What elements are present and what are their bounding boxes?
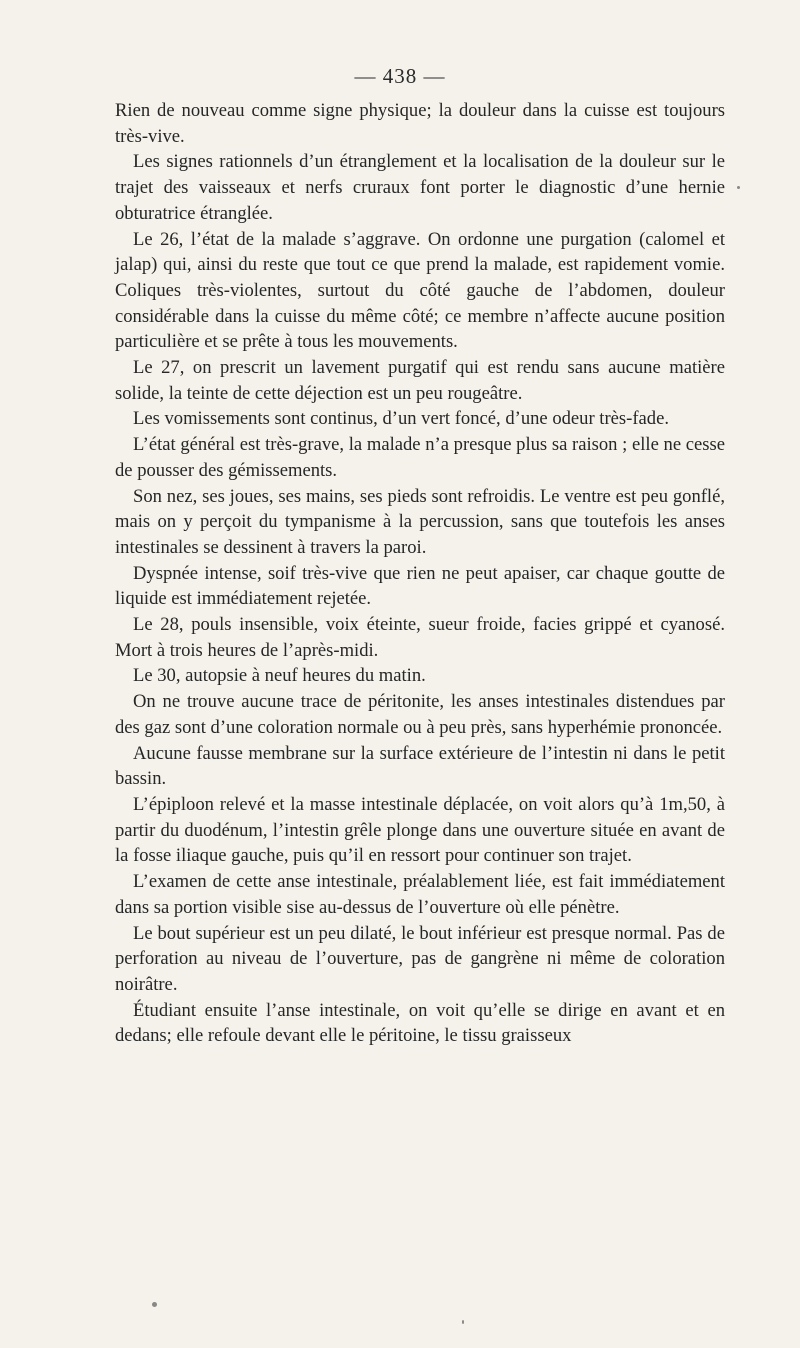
paragraph: Rien de nouveau comme signe physique; la douleur dans la cuisse est toujours très-vive. bbox=[115, 100, 725, 147]
paragraph: Aucune fausse membrane sur la surface extérieure de l’intestin ni dans le petit bassin. bbox=[115, 742, 725, 790]
paragraph: L’épiploon relevé et la masse intestinale déplacée, on voit alors qu’à 1m,50, à partir du duodénum, l’intestin grêle plonge dans une ouverture située en avant de la fosse iliaque gauche, puis qu’il en ressort pour continuer son trajet. bbox=[115, 793, 725, 867]
paragraph: Les vomissements sont continus, d’un vert foncé, d’une odeur très-fade. bbox=[133, 408, 669, 430]
print-speck bbox=[737, 186, 740, 189]
page-number: — 438 — bbox=[354, 64, 446, 88]
paragraph: On ne trouve aucune trace de péritonite, les anses intestinales distendues par des gaz sont d’une coloration normale ou à peu près, sans hyperhémie prononcée. bbox=[115, 691, 725, 738]
paragraph: Son nez, ses joues, ses mains, ses pieds sont refroidis. Le ventre est peu gonflé, mais on y perçoit du tympanisme à la percussion, sans que toutefois les anses intestinales se dessinent à travers la paroi. bbox=[115, 485, 725, 558]
paragraph: Étudiant ensuite l’anse intestinale, on voit qu’elle se dirige en avant et en dedans; elle refoule devant elle le péritoine, le tissu graisseux bbox=[115, 999, 725, 1047]
paragraph: Le 28, pouls insensible, voix éteinte, sueur froide, facies grippé et cyanosé. Mort à trois heures de l’après-midi. bbox=[115, 614, 725, 661]
paragraph: Dyspnée intense, soif très-vive que rien ne peut apaiser, car chaque goutte de liquide est immédiatement rejetée. bbox=[115, 562, 725, 610]
paragraph: Le 30, autopsie à neuf heures du matin. bbox=[133, 665, 426, 687]
paragraph: Le 27, on prescrit un lavement purgatif qui est rendu sans aucune matière solide, la teinte de cette déjection est un peu rougeâtre. bbox=[115, 357, 725, 404]
paragraph: Le 26, l’état de la malade s’aggrave. On ordonne une purgation (calomel et jalap) qui, ainsi du reste que tout ce que prend la malade, est rapidement vomie. Coliques très-violentes, surtout du côté gauche de l’abdomen, douleur considérable dans la cuisse du même côté; ce membre n’affecte aucune position particulière et se prête à tous les mouvements. bbox=[115, 228, 725, 353]
paragraph: L’examen de cette anse intestinale, préalablement liée, est fait immédiatement dans sa portion visible sise au-dessus de l’ouverture où elle pénètre. bbox=[115, 871, 725, 918]
body-text bbox=[115, 98, 725, 1049]
print-speck bbox=[152, 1302, 157, 1307]
paragraph: Le bout supérieur est un peu dilaté, le bout inférieur est presque normal. Pas de perforation au niveau de l’ouverture, pas de gangrène ni même de coloration noirâtre. bbox=[115, 922, 725, 995]
paragraph: L’état général est très-grave, la malade n’a presque plus sa raison ; elle ne cesse de pousser des gémissements. bbox=[115, 434, 725, 481]
paragraph: Les signes rationnels d’un étranglement et la localisation de la douleur sur le trajet des vaisseaux et nerfs cruraux font porter le diagnostic d’une hernie obturatrice étranglée. bbox=[115, 151, 725, 224]
print-speck bbox=[462, 1320, 464, 1324]
